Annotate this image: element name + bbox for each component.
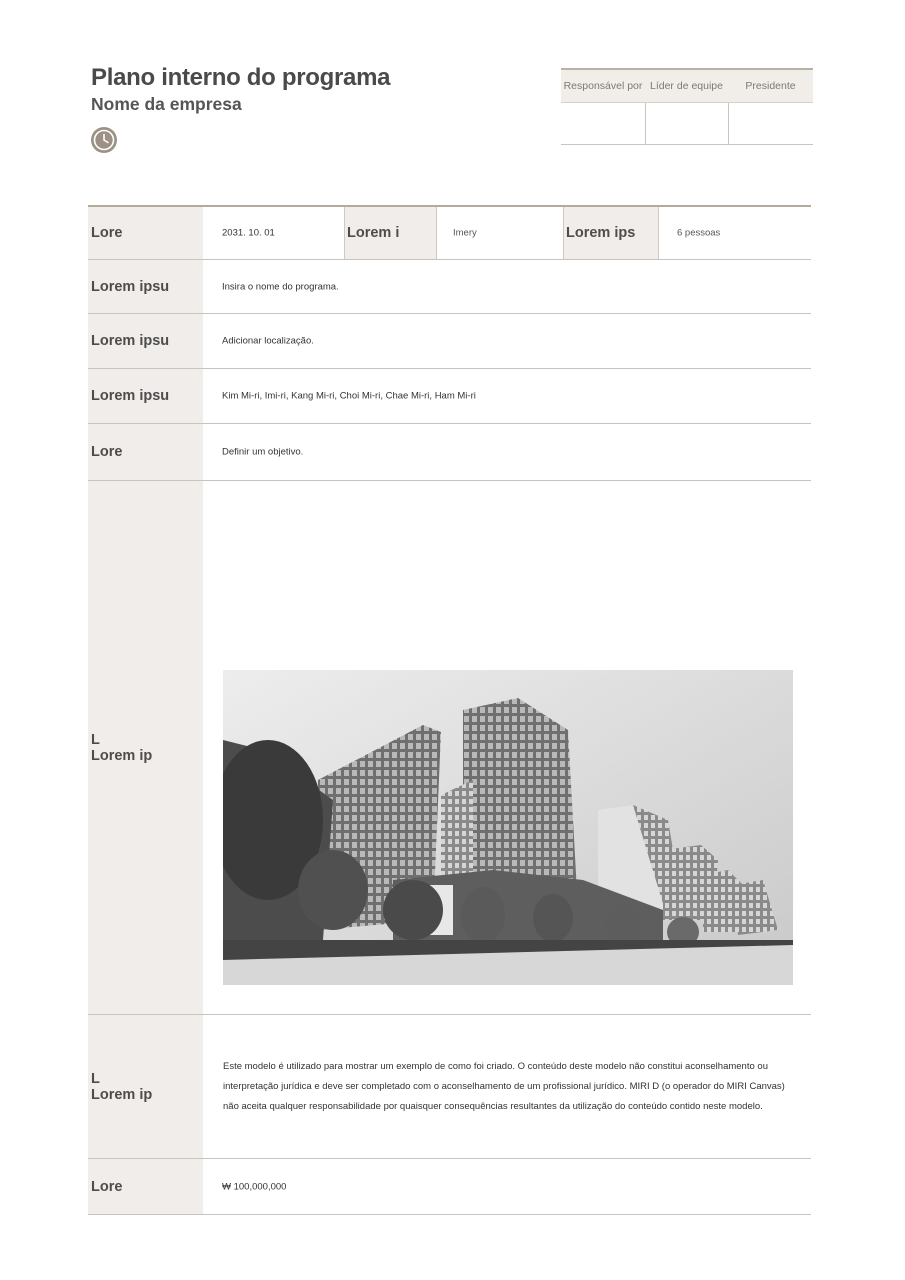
buildings-photo: [223, 670, 793, 985]
row-label: Lorem ipsu: [88, 369, 203, 423]
row-label: Lore: [88, 207, 203, 259]
manager-value: Imery: [453, 227, 477, 239]
approval-col-responsible: [561, 70, 646, 144]
objective-field[interactable]: Definir um objetivo.: [222, 446, 304, 458]
location-field[interactable]: Adicionar localização.: [222, 335, 314, 347]
table-row: [88, 369, 811, 424]
table-row: [88, 481, 811, 1015]
row-sublabel: Lorem ips: [563, 207, 659, 259]
table-row: [88, 424, 811, 481]
approval-header: Presidente: [728, 70, 813, 103]
disclaimer-text: Este modelo é utilizado para mostrar um exemplo de como foi criado. O conteúdo deste modelo não constitui aconselhamento ou interpretação jurídica e deve ser completado com o aconselhamento de um profissional jurídico. MIRI D (o operador do MIRI Canvas) não aceita qualquer responsabilidade por quaisquer consequências resultantes da utilização do conteúdo contido neste modelo.: [223, 1060, 785, 1112]
label-line: Lorem ip: [91, 747, 153, 764]
page-title: Plano interno do programa: [91, 64, 391, 91]
label-line: L: [91, 731, 100, 748]
row-sublabel: Lorem i: [344, 207, 437, 259]
row-label: [88, 481, 203, 1014]
participants-field[interactable]: Kim Mi-ri, Imi-ri, Kang Mi-ri, Choi Mi-ri, Chae Mi-ri, Ham Mi-ri: [222, 390, 476, 402]
approval-header: Responsável por: [561, 70, 645, 103]
row-label: Lorem ipsu: [88, 260, 203, 313]
table-row: [88, 260, 811, 314]
approval-table: [561, 68, 813, 145]
row-label: [88, 1015, 203, 1158]
table-row: [88, 314, 811, 369]
table-row: [88, 207, 811, 260]
table-row: [88, 1015, 811, 1159]
program-name-field[interactable]: Insira o nome do programa.: [222, 281, 339, 292]
company-name: Nome da empresa: [91, 94, 242, 114]
label-line: Lorem ip: [91, 1086, 153, 1103]
date-value: 2031. 10. 01: [222, 227, 275, 239]
approval-col-president: [728, 70, 813, 144]
people-count: 6 pessoas: [677, 227, 721, 239]
label-line: L: [91, 1070, 100, 1087]
row-label: Lore: [88, 424, 203, 480]
program-table: [88, 205, 811, 1215]
row-label: Lore: [88, 1159, 203, 1214]
approval-col-team-leader: [645, 70, 729, 144]
table-row: [88, 1159, 811, 1215]
approval-header: Líder de equipe: [645, 70, 728, 103]
budget-value[interactable]: ₩ 100,000,000: [222, 1181, 287, 1192]
clock-icon: [90, 126, 118, 154]
row-label: Lorem ipsu: [88, 314, 203, 368]
